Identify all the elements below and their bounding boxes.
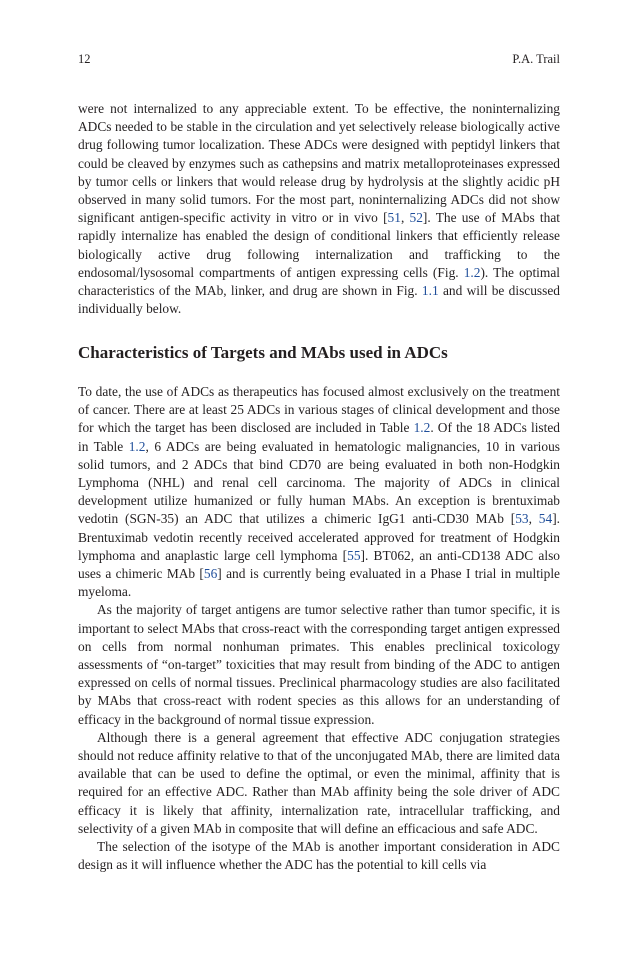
text-run: ]. Brentuximab vedotin recently received accelerated approved for treatment of Hodgkin lymphoma and anaplastic large cell lymphoma [ <box>78 511 560 563</box>
text-run: . Of the 18 ADCs listed in Table <box>78 420 560 454</box>
text-run: ] and is currently being evaluated in a Phase I trial in multiple myeloma. <box>78 566 560 600</box>
book-page <box>78 0 560 968</box>
citation-link[interactable]: 55 <box>347 547 361 563</box>
text-run: ]. The use of MAbs that rapidly internalize has enabled the design of conditional linkers that efficiently release biologically active drug following internalization and trafficking to the endosomal/lysosomal compartments of antigen expressing cells (Fig. <box>78 210 560 280</box>
table-link[interactable]: 1.2 <box>413 420 431 436</box>
text-run: , <box>528 511 539 527</box>
section-paragraph-2: As the majority of target antigens are tumor selective rather than tumor specific, it is important to select MAbs that cross-react with the corresponding target antigen expressed on cells from normal nonhuman primates. This enables preclinical toxicology assessments of “on-target” toxicities that may result from binding of the ADC to antigen expressed on cells of normal tissues. Preclinical pharmacology studies are also facilitated by MAbs that cross-react with rodent species as this allows for an understanding of efficacy in the background of normal tissue expression. <box>78 602 560 727</box>
text-run: , <box>400 210 410 226</box>
page-number: 12 <box>78 52 91 66</box>
section-paragraph-1 <box>78 383 560 601</box>
section-paragraph-4: The selection of the isotype of the MAb is another important consideration in ADC design as it will influence whether the ADC has the potential to kill cells via <box>78 839 560 873</box>
citation-link[interactable]: 56 <box>203 566 218 582</box>
citation-link[interactable]: 54 <box>538 511 553 527</box>
section-paragraph-3: Although there is a general agreement that effective ADC conjugation strategies should not reduce affinity relative to that of the unconjugated MAb, there are limited data available that can be used to define the optimal, or even the minimal, affinity that is required for an effective ADC. Rather than MAb affinity being the sole driver of ADC efficacy it is likely that affinity, internalization rate, intracellular trafficking, and selectivity of a given MAb in composite that will define an efficacious and safe ADC. <box>78 729 560 836</box>
section-heading: Characteristics of Targets and MAbs used in ADCs <box>78 343 448 362</box>
citation-link[interactable]: 51 <box>387 210 401 226</box>
citation-link[interactable]: 52 <box>409 210 423 226</box>
section-body <box>78 383 560 874</box>
running-head-author: P.A. Trail <box>512 52 560 66</box>
table-link[interactable]: 1.2 <box>128 438 146 454</box>
intro-text <box>78 100 560 318</box>
figure-link[interactable]: 1.2 <box>463 264 481 280</box>
text-run: were not internalized to any appreciable extent. To be effective, the noninternalizing ADCs needed to be stable in the circulation and yet selectively release biologically active drug following tumor localization. These ADCs were designed with peptidyl linkers that could be cleaved by enzymes such as cathepsins and matrix metalloproteinases expressed by tumor cells or linkers that would release drug by hydrolysis at the slightly acidic pH observed in many solid tumors. For the most part, noninternalizing ADCs did not show significant antigen-specific activity in vitro or in vivo [ <box>78 101 560 226</box>
text-run: ]. BT062, an anti-CD138 ADC also uses a chimeric MAb [ <box>78 547 560 582</box>
text-run: ). The optimal characteristics of the MAb, linker, and drug are shown in Fig. <box>78 264 560 299</box>
text-run: , 6 ADCs are being evaluated in hematologic malignancies, 10 in various solid tumors, and 2 ADCs that bind CD70 are being evaluated in both non-Hodgkin Lymphoma (NHL) and renal cell carcinoma. The majority of ADCs in clinical development utilize humanized or fully human MAbs. An exception is brentuximab vedotin (SGN-35) an ADC that utilizes a chimeric IgG1 anti-CD30 MAb [ <box>78 438 560 527</box>
text-run: To date, the use of ADCs as therapeutics has focused almost exclusively on the treatment of cancer. There are at least 25 ADCs in various stages of clinical development and those for which the target has been disclosed are included in Table <box>78 384 560 436</box>
citation-link[interactable]: 53 <box>515 511 529 527</box>
running-head <box>78 50 560 68</box>
intro-paragraph <box>78 100 560 318</box>
figure-link[interactable]: 1.1 <box>421 283 439 299</box>
text-run: and will be discussed individually below. <box>78 283 560 317</box>
